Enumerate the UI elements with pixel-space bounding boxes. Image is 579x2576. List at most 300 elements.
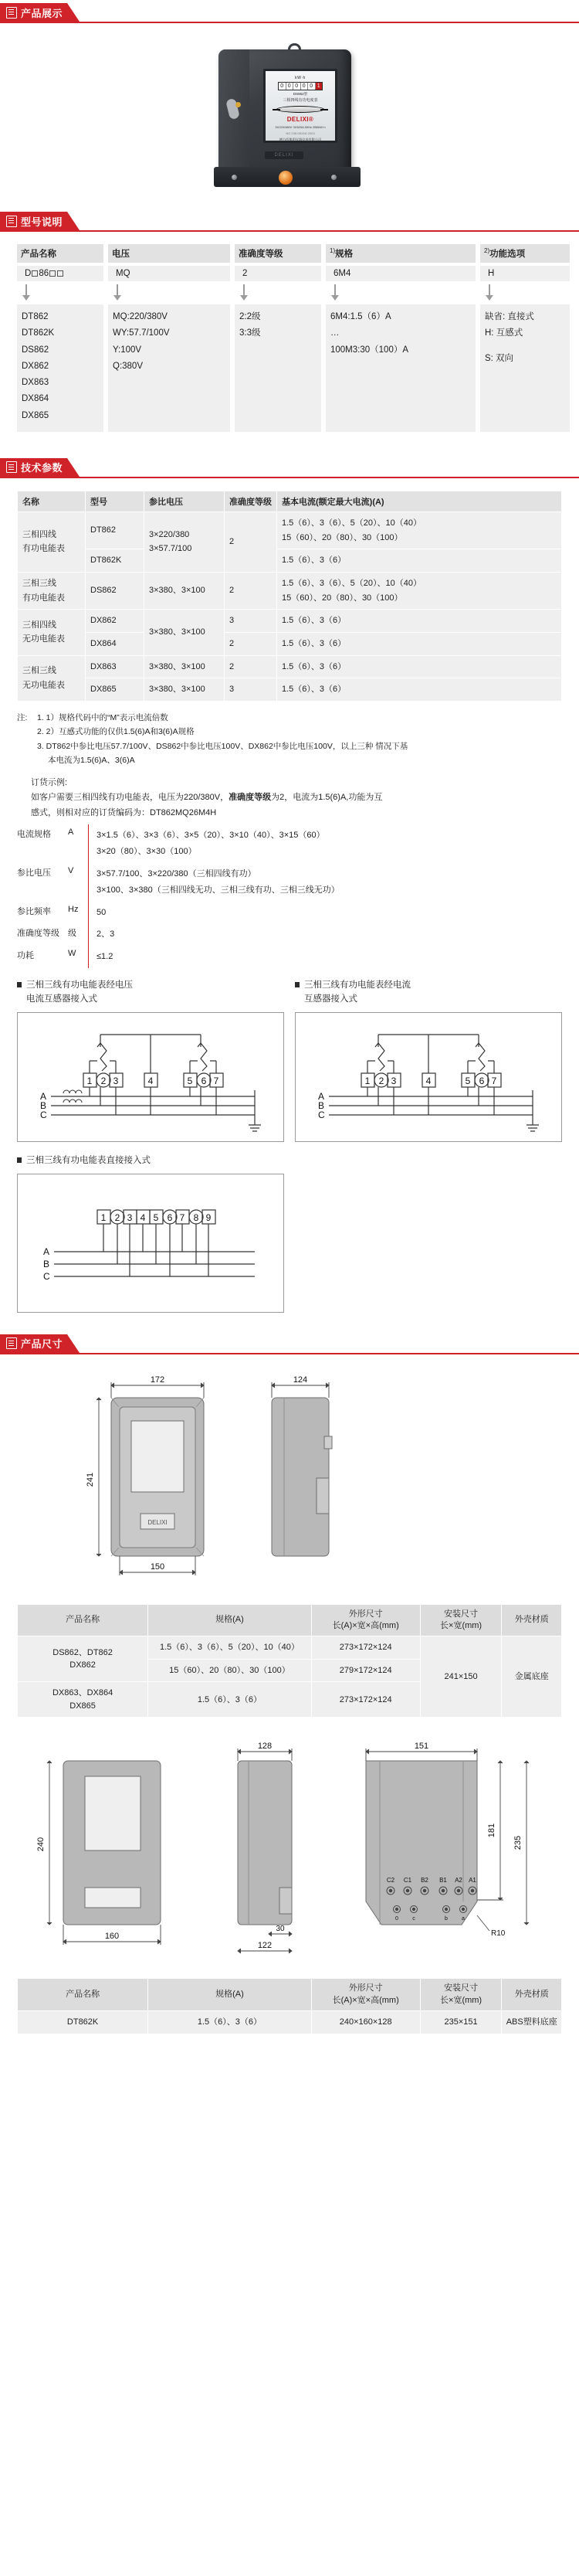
value-item: Y:100V [113,345,142,355]
meter-faceplate [263,69,337,143]
note-row [17,711,562,725]
note-item-continuation: 本电流为1.5(6)A、3(6)A [48,756,135,766]
cell-current: 1.5（6）、3（6） [277,549,562,573]
wiring-col-3 [17,1154,284,1313]
phase-labels [43,1246,50,1282]
value-item: DX862 [22,361,49,371]
cell-name: 三相三线 有功电能表 [18,572,86,609]
dimensions-area-2 [0,1728,579,2034]
svg-text:6: 6 [201,1075,207,1086]
spec-unit: 级 [68,929,76,939]
svg-text:7: 7 [179,1212,185,1223]
cell-accuracy: 2 [225,511,277,572]
model-code-accuracy: 2 [235,266,321,281]
order-text-a: 如客户需要三相四线有功电能表，电压为220/380V， [31,793,229,803]
model-values-accuracy [235,304,321,432]
model-code-function: H [480,266,570,281]
dim-label-241: 241 [86,1472,95,1487]
document-icon [6,1337,17,1349]
dim-label-151: 151 [414,1742,429,1752]
value-item: … [330,328,340,338]
dim-depth-124 [272,1382,329,1398]
svg-text:B2: B2 [421,1877,428,1884]
cell-accuracy: 3 [225,610,277,633]
spec-key: 参比频率 [17,906,51,916]
dim-height-241 [96,1398,101,1556]
note-item: 2. 2）互感式功能的仅供1.5(6)A和3(6)A规格 [37,727,195,737]
model-code-name: D 86 [17,266,103,281]
wiring-title-2: 三相三线有功电能表经电流 互感器接入式 [295,979,562,1007]
meter-latch-screw [235,102,241,107]
value-item: 6M4:1.5（6）A [330,312,391,321]
svg-text:5: 5 [153,1212,159,1223]
svg-text:A: A [40,1090,47,1102]
dimensions-area-1 [0,1354,579,1718]
cell-model: DX863 [86,655,144,678]
spec-value-line: 3×57.7/100、3×220/380（三相四线有功） [96,868,256,878]
svg-text:4: 4 [425,1075,432,1086]
dimension-table-2 [17,1978,562,2034]
wiring-col-2 [295,979,562,1142]
header-text: 产品名称 [21,250,56,259]
section-header-display [0,3,579,23]
svg-text:5: 5 [187,1075,193,1086]
cell-current: 1.5（6）、3（6） [277,655,562,678]
cell-model: DT862 [86,511,144,549]
wiring-svg-1 [18,1013,283,1141]
cell-product-name: DS862、DT862 DX862 [18,1636,148,1682]
meter-manufacturer: 德力西集团仪器仪表有限公司 [279,138,322,141]
section-header-model [0,212,579,232]
svg-text:C: C [318,1109,325,1120]
dim-label-30: 30 [276,1925,285,1934]
dim-label-122: 122 [257,1941,273,1951]
svg-text:A2: A2 [455,1877,462,1884]
spec-value [88,863,562,902]
svg-text:2: 2 [114,1212,120,1223]
cell-model: DX864 [86,632,144,655]
svg-text:0: 0 [395,1916,398,1922]
cell-current: 1.5（6）、3（6） [277,632,562,655]
wiring-diagrams-area [0,968,579,1312]
order-text-b: 准确度等级 [229,793,272,803]
svg-text:7: 7 [213,1075,219,1086]
note-item: 1. 1）规格代码中的“M”表示电流倍数 [37,713,168,723]
cell-material: 金属底座 [502,1636,562,1718]
spec-row [17,902,562,924]
dimension-table-1 [17,1604,562,1718]
dim-width-172 [111,1382,204,1398]
cell-voltage: 3×380、3×100 [144,610,225,655]
svg-text:A: A [318,1090,325,1102]
table-row [18,572,562,609]
header-text: 功能选项 [489,250,526,259]
svg-text:B: B [40,1099,47,1111]
meter-kwh-label: kW·h [295,76,306,80]
svg-text:8: 8 [193,1212,199,1223]
meter-model-name: 三相四线有功电度表 [283,98,318,103]
side-view [272,1398,332,1556]
cell-spec: 1.5（6）、3（6） [148,2011,312,2034]
spec-unit: W [68,949,76,959]
value-item: DT862K [22,328,55,338]
meter-model-type: DS862型 [293,92,308,96]
section-header-tech [0,458,579,478]
cell-spec: 1.5（6）、3（6） [148,1682,312,1718]
th-current: 基本电流(额定最大电流)(A) [277,491,562,511]
value-item: 缺省: 直接式 [485,312,534,321]
th-product-name: 产品名称 [18,1979,148,2011]
svg-text:4: 4 [147,1075,154,1086]
placeholder-box [49,270,56,277]
svg-text:C2: C2 [386,1877,395,1884]
th-model: 型号 [86,491,144,511]
svg-text:A: A [43,1246,50,1257]
dim-label-128: 128 [257,1742,273,1752]
dim-label-181: 181 [487,1823,496,1838]
phase-labels [40,1091,47,1120]
cell-current: 1.5（6）、3（6） [277,610,562,633]
table-row [18,655,562,678]
wiring-row-bottom [17,1154,562,1313]
svg-text:a: a [462,1916,465,1922]
svg-text:C: C [40,1109,47,1120]
table-row [18,610,562,633]
spacer [0,1313,579,1331]
svg-text:6: 6 [167,1212,173,1223]
th-outer-size: 外形尺寸 长(A)×宽×高(mm) [311,1604,420,1636]
value-gap [485,342,566,351]
cell-current: 1.5（6）、3（6） [277,678,562,702]
wiring-title-1: 三相三线有功电能表经电压 电流互感器接入式 [17,979,284,1007]
svg-text:7: 7 [491,1075,497,1086]
svg-text:c: c [412,1916,415,1922]
order-example-line2: 感式，则相对应的订货编码为：DT862MQ26M4H [31,808,217,818]
value-item: DT862 [22,312,49,321]
dimension-figure-metal [17,1362,562,1598]
meter-register [278,82,323,90]
order-example-block [0,768,579,821]
down-arrow-icon [480,283,570,303]
value-item: DX864 [22,394,49,404]
document-icon [6,461,17,473]
model-values-function [480,304,570,432]
svg-text:A1: A1 [469,1877,476,1884]
model-values-spec [326,304,476,432]
terminal-boxes [97,1210,215,1224]
meter-rotating-disc [276,106,324,113]
register-digit: 0 [293,83,301,90]
dim-label-radius: R10 [491,1929,506,1939]
header-text: 规格 [335,250,354,259]
tech-params-table [17,491,562,702]
spec-row [17,863,562,902]
svg-text:DELIXI: DELIXI [147,1518,168,1526]
cell-material: ABS塑料底座 [502,2011,562,2034]
svg-text:B1: B1 [439,1877,447,1884]
th-voltage: 参比电压 [144,491,225,511]
register-digit: 0 [286,83,294,90]
section-tab-display [0,3,67,22]
front-view-abs [63,1761,161,1925]
header-text: 电压 [112,250,130,259]
table-row [18,1636,562,1660]
cell-outer: 273×172×124 [311,1682,420,1718]
value-item: Q:380V [113,361,143,371]
th-spec: 规格(A) [148,1604,312,1636]
dim-label-150: 150 [150,1562,165,1572]
register-digit: 0 [301,83,309,90]
value-item: 2:2级 [239,312,261,321]
model-description-area [0,232,579,437]
section-tab-model [0,212,67,230]
spec-value [88,824,562,863]
down-arrow-icon [235,283,321,303]
svg-text:4: 4 [140,1212,146,1223]
meter-brand-logo: DELIXI® [286,116,314,123]
spec-value-line: 3×1.5（6）、3×3（6）、3×5（20）、3×10（40）、3×15（60） [96,830,325,840]
model-col-header-name [17,244,103,263]
dim-height-240 [47,1761,52,1925]
value-item: S: 双向 [485,353,514,363]
model-col-header-accuracy [235,244,321,263]
table-header-row [18,1979,562,2011]
cell-model: DT862K [86,549,144,573]
spec-value-line: 3×20（80）、3×30（100） [96,846,197,856]
spec-value: 50 [88,902,562,924]
header-superscript: 1) [330,247,336,255]
wiring-diagram-2 [295,1012,562,1142]
order-example-line1 [31,790,562,806]
svg-text:B: B [318,1099,325,1111]
svg-text:C1: C1 [403,1877,412,1884]
cell-model: DS862 [86,572,144,609]
spec-row [17,923,562,946]
dim-label-235: 235 [513,1836,523,1850]
th-product-name: 产品名称 [18,1604,148,1636]
svg-text:C: C [43,1270,50,1282]
section-title-display: 产品展示 [21,7,63,19]
th-outer-size: 外形尺寸 长(A)×宽×高(mm) [311,1979,420,2011]
value-item: 100M3:30（100）A [330,345,409,355]
radius-leader-line [477,1915,489,1931]
meter-screw-left [232,175,237,180]
table-row [18,678,562,702]
electricity-meter-image [214,43,365,195]
product-photo-area [0,23,579,209]
value-item: MQ:220/380V [113,312,168,321]
cell-install: 241×150 [420,1636,502,1718]
th-accuracy: 准确度等级 [225,491,277,511]
spec-row [17,824,562,863]
down-arrow-icon [17,283,103,303]
svg-text:1: 1 [364,1075,371,1086]
svg-text:3: 3 [113,1075,119,1086]
header-superscript: 2) [484,247,490,255]
register-digit: 0 [308,83,316,90]
section-header-dimensions [0,1334,579,1354]
table-row [18,2011,562,2034]
product-spec-page [0,3,579,2045]
value-item: DX863 [22,378,49,388]
model-code-voltage: MQ [108,266,230,281]
spec-row [17,946,562,968]
table-header-row [18,491,562,511]
spec-value-line: 3×100、3×380（三相四线无功、三相三线有功、三相三线无功） [96,885,340,895]
dim-label-172: 172 [150,1375,165,1385]
model-grid-values [17,304,562,432]
table-row [18,632,562,655]
terminal-boxes [83,1073,223,1087]
spec-key: 电流规格 [17,829,51,839]
dimension-svg-2 [17,1736,562,1968]
th-material: 外壳材质 [502,1604,562,1636]
spec-value: 2、3 [88,923,562,946]
value-item: WY:57.7/100V [113,328,170,338]
wiring-svg-2 [296,1013,561,1141]
spec-list-block [0,821,579,968]
svg-text:2: 2 [378,1075,384,1086]
order-example-title: 订货示例: [31,777,68,787]
svg-text:5: 5 [465,1075,471,1086]
wiring-col-1 [17,979,284,1142]
spacer [0,437,579,455]
side-view-abs [238,1761,292,1925]
th-material: 外壳材质 [502,1979,562,2011]
cell-install: 235×151 [420,2011,502,2034]
document-icon [6,7,17,19]
terminal-boxes [361,1073,501,1087]
table-row [18,511,562,549]
cell-voltage: 3×380、3×100 [144,655,225,678]
document-icon [6,216,17,227]
spec-unit: V [68,865,74,875]
value-item: DS862 [22,345,49,355]
table-row [18,549,562,573]
table-header-row [18,1604,562,1636]
down-arrow-icon [108,283,230,303]
model-grid-headers [17,244,562,263]
cell-outer: 273×172×124 [311,1636,420,1660]
cell-accuracy: 2 [225,655,277,678]
model-col-header-voltage [108,244,230,263]
cell-voltage: 3×220/380 3×57.7/100 [144,511,225,572]
cell-outer: 240×160×128 [311,2011,420,2034]
spec-value: ≤1.2 [88,946,562,968]
down-arrow-icon [326,283,476,303]
cell-accuracy: 2 [225,572,277,609]
notes-prefix: 注: [17,713,28,723]
placeholder-box [57,270,63,277]
svg-text:3: 3 [391,1075,397,1086]
wiring-col-empty [295,1154,562,1313]
cell-model: DX865 [86,678,144,702]
dim-label-160: 160 [104,1932,120,1942]
section-tab-dimensions [0,1334,67,1353]
dim-height-235 [524,1761,529,1925]
spec-unit: A [68,827,74,837]
wiring-diagram-3 [17,1174,284,1313]
dim-label-124: 124 [293,1375,308,1385]
placeholder-box [32,270,38,277]
svg-text:B: B [43,1258,50,1269]
note-item: 3. DT862中参比电压57.7/100V、DS862中参比电压100V、DX862中参比电压100V，以上三种 情况下基 [37,741,408,751]
dimension-figure-abs [17,1736,562,1972]
cell-outer: 279×172×124 [311,1659,420,1682]
header-text: 准确度等级 [239,250,283,259]
tech-params-area [0,478,579,702]
cell-voltage: 3×380、3×100 [144,572,225,609]
cell-current: 1.5（6）、3（6）、5（20）、10（40） 15（60）、20（80）、30（100） [277,572,562,609]
meter-seal-sticker [279,171,293,185]
order-text-c: 为2，电流为1.5(6)A,功能为互 [271,793,383,803]
cell-name: 三相四线 无功电能表 [18,610,86,655]
wiring-row-top [17,979,562,1142]
meter-screw-right [331,175,337,180]
model-grid-codes [17,266,562,281]
svg-text:6: 6 [479,1075,485,1086]
cell-product-name: DT862K [18,2011,148,2034]
dimension-svg-1 [17,1362,562,1594]
model-values-name [17,304,103,432]
cell-model: DX862 [86,610,144,633]
section-title-tech: 技术参数 [21,462,63,474]
svg-text:1: 1 [100,1212,107,1223]
th-install-size: 安装尺寸 长×宽(mm) [420,1604,502,1636]
cell-spec: 1.5（6）、3（6）、5（20）、10（40） [148,1636,312,1660]
cell-name: 三相三线 无功电能表 [18,655,86,701]
cell-product-name: DX863、DX864 DX865 [18,1682,148,1718]
svg-text:1: 1 [86,1075,93,1086]
meter-spec-line: 3X220/380V 3X520A 50Hz 2B0kW·h [275,125,326,129]
svg-text:b: b [445,1916,448,1922]
wiring-svg-3 [18,1174,283,1312]
rear-view-abs [366,1761,477,1925]
spacer [17,1142,562,1154]
spacer [0,1718,579,1728]
th-name: 名称 [18,491,86,511]
cell-current: 1.5（6）、3（6）、5（20）、10（40） 15（60）、20（80）、30（100） [277,511,562,549]
section-tab-tech [0,458,67,477]
spec-key: 准确度等级 [17,929,59,939]
model-code-spec: 6M4 [326,266,476,281]
cell-name: 三相四线 有功电能表 [18,511,86,572]
dim-label-240: 240 [36,1837,46,1852]
spacer [0,2034,579,2045]
th-spec: 规格(A) [148,1979,312,2011]
svg-text:3: 3 [127,1212,133,1223]
phase-labels [318,1091,325,1120]
model-grid-arrows [17,283,562,303]
value-item: 3:3级 [239,328,261,338]
front-view [111,1398,204,1556]
cell-spec: 15（60）、20（80）、30（100） [148,1659,312,1682]
model-values-voltage [108,304,230,432]
register-digit: 0 [279,83,286,90]
value-item: DX865 [22,410,49,420]
value-item: H: 互感式 [485,328,523,338]
svg-text:9: 9 [205,1212,212,1223]
spec-unit: Hz [68,904,79,914]
section-title-dimensions: 产品尺寸 [21,1338,63,1351]
spec-key: 参比电压 [17,868,51,878]
model-col-header-spec [326,244,476,263]
cell-voltage: 3×380、3×100 [144,678,225,702]
meter-base-logo: DELIXI [265,151,303,159]
model-col-header-function [480,244,570,263]
notes-block [0,702,579,768]
wiring-title-3: 三相三线有功电能表直接接入式 [17,1154,284,1168]
